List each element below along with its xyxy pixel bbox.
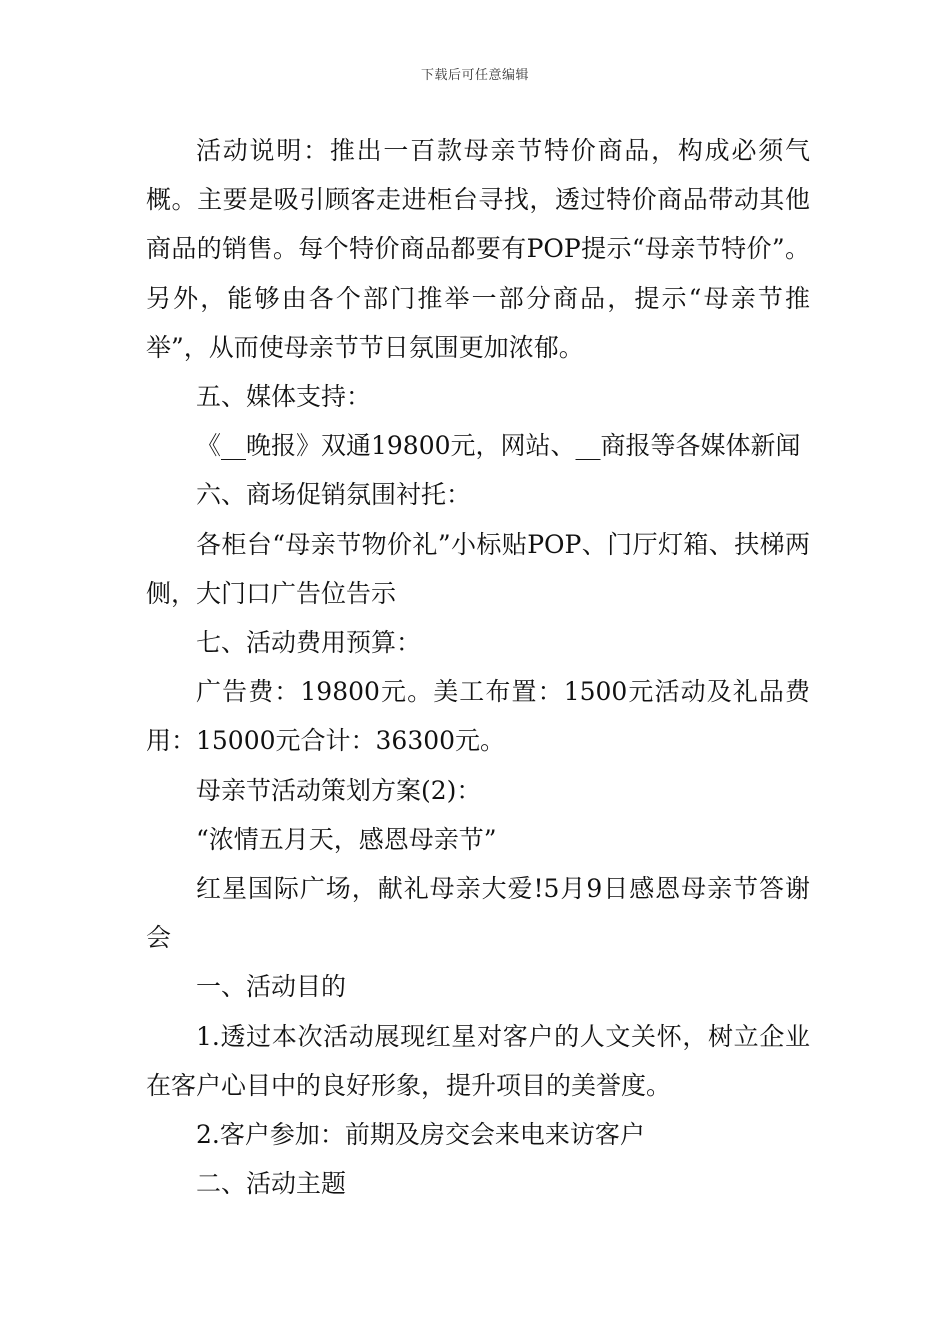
paragraph-slogan: “浓情五月天，感恩母亲节” — [196, 824, 497, 854]
paragraph-section-five-heading: 五、媒体支持： — [196, 382, 372, 412]
paragraph-plan-two-title: 母亲节活动策划方案(2)： — [196, 775, 482, 805]
paragraph-section-two-heading: 二、活动主题 — [196, 1169, 347, 1199]
page-header: 下载后可任意编辑 — [420, 68, 529, 83]
paragraph-section-one-heading: 一、活动目的 — [196, 972, 347, 1002]
document-body — [146, 126, 810, 1208]
paragraph-purpose-one: 1.透过本次活动展现红星对客户的人文关怀，树立企业在客户心目中的良好形象，提升项目的美誉度。 — [146, 1021, 810, 1100]
paragraph-budget: 广告费：19800元。美工布置：1500元活动及礼品费用：15000元合计：36300元。 — [146, 677, 810, 756]
paragraph-event-intro: 红星国际广场，献礼母亲大爱!5月9日感恩母亲节答谢会 — [146, 874, 810, 953]
paragraph-activity-description: 活动说明：推出一百款母亲节特价商品，构成必须气概。主要是吸引顾客走进柜台寻找，透过特价商品带动其他商品的销售。每个特价商品都要有POP提示“母亲节特价”。另外，能够由各个部门推举一部分商品，提示“母亲节推举”，从而使母亲节节日氛围更加浓郁。 — [146, 136, 810, 362]
paragraph-purpose-two: 2.客户参加：前期及房交会来电来访客户 — [196, 1120, 645, 1150]
paragraph-section-six-heading: 六、商场促销氛围衬托： — [196, 480, 472, 510]
paragraph-media-support: 《__晚报》双通19800元，网站、__商报等各媒体新闻 — [196, 431, 801, 461]
paragraph-section-seven-heading: 七、活动费用预算： — [196, 628, 422, 658]
paragraph-atmosphere: 各柜台“母亲节物价礼”小标贴POP、门厅灯箱、扶梯两侧，大门口广告位告示 — [146, 529, 810, 608]
